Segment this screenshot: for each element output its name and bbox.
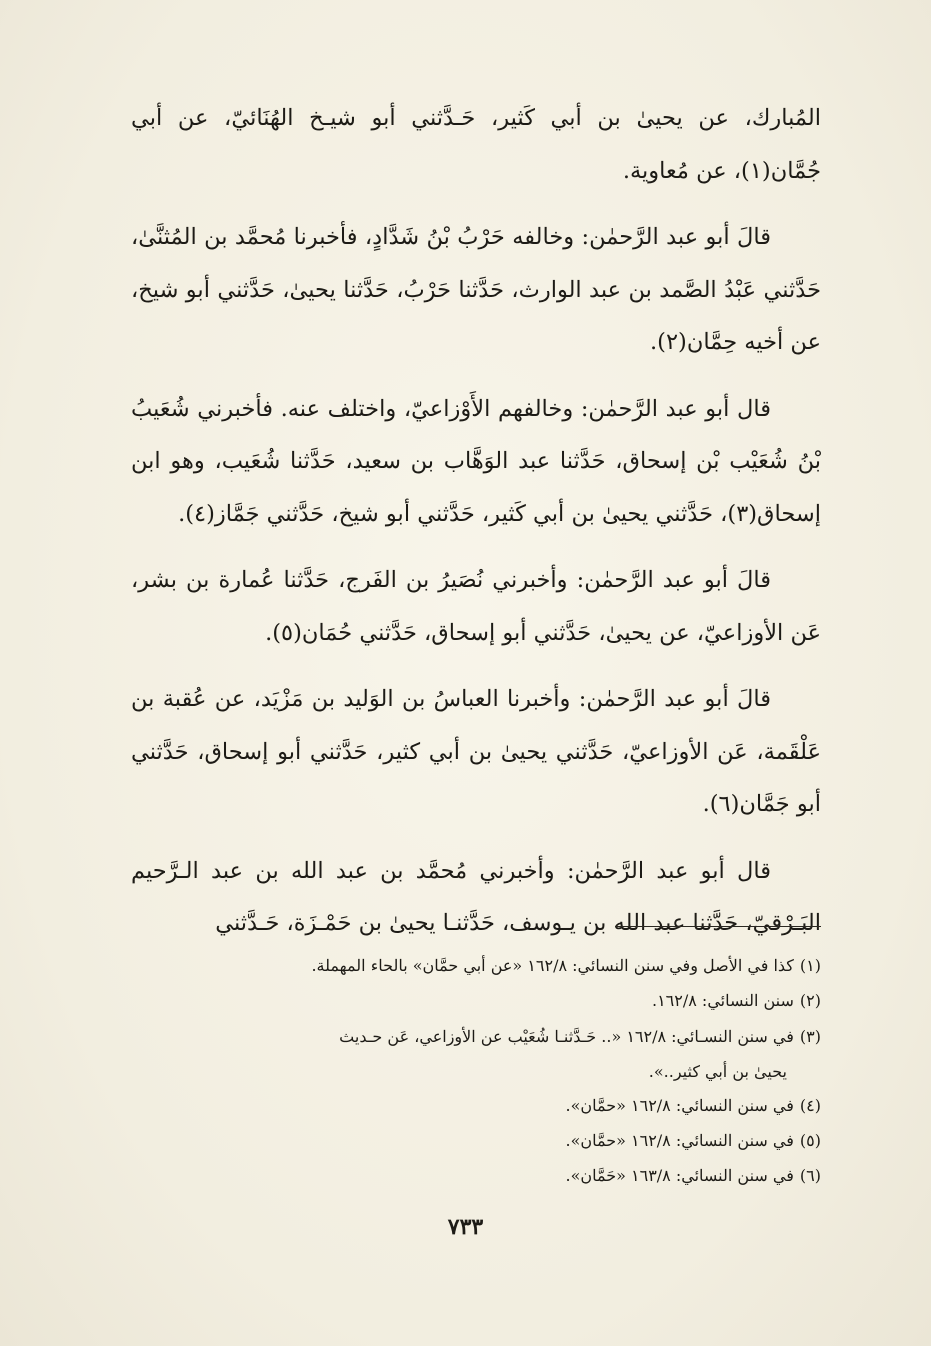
paragraph — [131, 211, 821, 369]
main-text — [131, 92, 821, 964]
footnote — [131, 1123, 821, 1158]
paragraph-lead: قال أبو عبد الرَّحمٰن: — [566, 857, 771, 884]
paragraph — [131, 554, 821, 659]
paragraph — [131, 383, 821, 541]
paragraph — [131, 673, 821, 831]
footnote-divider — [615, 926, 821, 927]
footnote-number: (٢) — [799, 991, 821, 1010]
paragraph — [131, 92, 821, 197]
footnote — [131, 1018, 821, 1088]
paragraph-text: المُبارك، عن يحيىٰ بن أبي كَثير، حَـدَّثني أبو شيـخ الهُنَائيّ، عن أبي جُمَّان(١)، عن مُعاوية. — [131, 105, 821, 184]
footnote-text: في سنن النسائي: ١٦٣/٨ «حَمَّان». — [565, 1166, 794, 1185]
footnote — [131, 1088, 821, 1123]
footnote-number: (١) — [799, 956, 821, 975]
footnote-text: في سنن النسـائي: ١٦٢/٨ «.. حَـدَّثنـا شُعَيْب عن الأوزاعي، عَن حـديث — [339, 1027, 794, 1046]
page-number: ٧٣٣ — [447, 1214, 484, 1240]
paragraph — [131, 845, 821, 950]
footnote-text: سنن النسائي: ١٦٢/٨. — [651, 991, 794, 1010]
footnote-continuation: يحيىٰ بن أبي كثير..». — [648, 1062, 787, 1081]
footnote-text: كذا في الأصل وفي سنن النسائي: ١٦٢/٨ «عن أبي حمَّان» بالحاء المهملة. — [311, 956, 794, 975]
paragraph-text: وأخبرني مُحمَّد بن عبد الله بن عبد الـرَّحيم البَـرْقيّ، حَدَّثنا عبد الله بن يـوسف، حَدَّثنـا يحيىٰ بن حَمْـزَة، حَـدَّثني — [131, 857, 821, 936]
footnote — [131, 983, 821, 1018]
paragraph-lead: قالَ أبو عبد الرَّحمٰن: — [578, 686, 771, 712]
footnote-text: في سنن النسائي: ١٦٢/٨ «حمَّان». — [565, 1096, 794, 1115]
footnote-number: (٤) — [799, 1096, 821, 1115]
paragraph-text: وأخبرني نُصَيرُ بن الفَرج، حَدَّثنا عُمارة بن بشر، عَن الأوزاعيّ، عن يحيىٰ، حَدَّثني أبو إسحاق، حَدَّثني حُمَان(٥). — [131, 567, 821, 646]
paragraph-lead: قال أبو عبد الرَّحمٰن: — [580, 395, 772, 422]
paragraph-text: وخالفه حَرْبُ بْنُ شَدَّادٍ، فأخبرنا مُحمَّد بن المُثنَّىٰ، حَدَّثني عَبْدُ الصَّمد بن عبد الوارث، حَدَّثنا حَرْبُ، حَدَّثنا يحيىٰ، حَدَّثني أبو شيخ، عن أخيه حِمَّان(٢). — [131, 224, 821, 355]
footnote-number: (٦) — [799, 1166, 821, 1185]
paragraph-lead: قالَ أبو عبد الرَّحمٰن: — [576, 567, 771, 593]
footnotes — [131, 948, 821, 1193]
paragraph-lead: قالَ أبو عبد الرَّحمٰن: — [581, 224, 772, 250]
paragraph-text: وخالفهم الأَوْزاعيّ، واختلف عنه. فأخبرني شُعَيبُ بْنُ شُعَيْب بْن إسحاق، حَدَّثنا عبد الوَهَّاب بن سعيد، حَدَّثنا شُعَيب، وهو ابن إسحاق(٣)، حَدَّثني يحيىٰ بن أبي كَثير، حَدَّثني أبو شيخ، حَدَّثني جَمَّاز(٤). — [131, 395, 821, 527]
footnote — [131, 948, 821, 983]
footnote-number: (٣) — [799, 1027, 821, 1046]
footnote — [131, 1158, 821, 1193]
footnote-number: (٥) — [799, 1131, 821, 1150]
footnote-text: في سنن النسائي: ١٦٢/٨ «حمَّان». — [565, 1131, 794, 1150]
paragraph-text: وأخبرنا العباسُ بن الوَليد بن مَزْيَد، عن عُقبة بن عَلْقَمة، عَن الأوزاعيّ، حَدَّثني يحيىٰ بن أبي كثير، حَدَّثني أبو إسحاق، حَدَّثني أبو جَمَّان(٦). — [131, 686, 821, 817]
